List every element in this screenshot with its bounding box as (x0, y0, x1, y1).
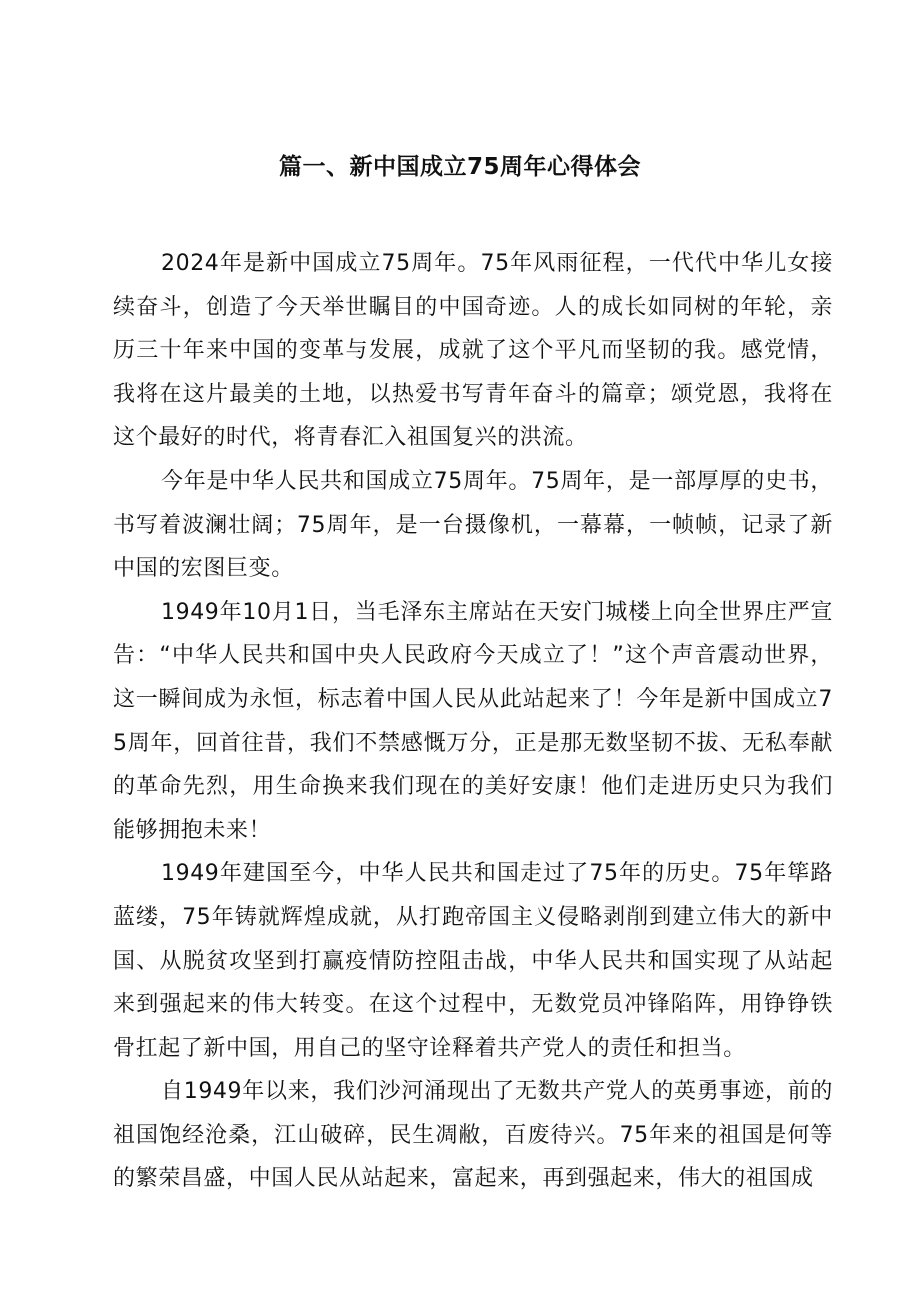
paragraph: 1949年10月1日，当毛泽东主席站在天安门城楼上向全世界庄严宣告：“中华人民共和国中央人民政府今天成立了！”这个声音震动世界，这一瞬间成为永恒，标志着中国人民从此站起来了！今年是新中国成立75周年，回首往昔，我们不禁感慨万分，正是那无数坚韧不拔、无私奉献的革命先烈，用生命换来我们现在的美好安康！他们走进历史只为我们能够拥抱未来！ (113, 599, 833, 843)
paragraph: 自1949年以来，我们沙河涌现出了无数共产党人的英勇事迹，前的祖国饱经沧桑，江山破碎，民生凋敝，百废待兴。75年来的祖国是何等的繁荣昌盛，中国人民从站起来，富起来，再到强起来，伟大的祖国成 (113, 1079, 833, 1192)
paragraph: 1949年建国至今，中华人民共和国走过了75年的历史。75年筚路蓝缕，75年铸就辉煌成就，从打跑帝国主义侵略剥削到建立伟大的新中国、从脱贫攻坚到打赢疫情防控阻击战，中华人民共和国实现了从站起来到强起来的伟大转变。在这个过程中，无数党员冲锋陷阵，用铮铮铁骨扛起了新中国，用自己的坚守诠释着共产党人的责任和担当。 (113, 861, 833, 1061)
paragraph: 今年是中华人民共和国成立75周年。75周年，是一部厚厚的史书，书写着波澜壮阔；75周年，是一台摄像机，一幕幕，一帧帧，记录了新中国的宏图巨变。 (113, 468, 833, 582)
document-body (113, 242, 833, 1201)
paragraph: 2024年是新中国成立75周年。75年风雨征程，一代代中华儿女接续奋斗，创造了今天举世瞩目的中国奇迹。人的成长如同树的年轮，亲历三十年来中国的变革与发展，成就了这个平凡而坚韧的我。感党情，我将在这片最美的土地，以热爱书写青年奋斗的篇章；颂党恩，我将在这个最好的时代，将青春汇入祖国复兴的洪流。 (113, 251, 833, 451)
document-title: 篇一、新中国成立75周年心得体会 (278, 154, 641, 180)
